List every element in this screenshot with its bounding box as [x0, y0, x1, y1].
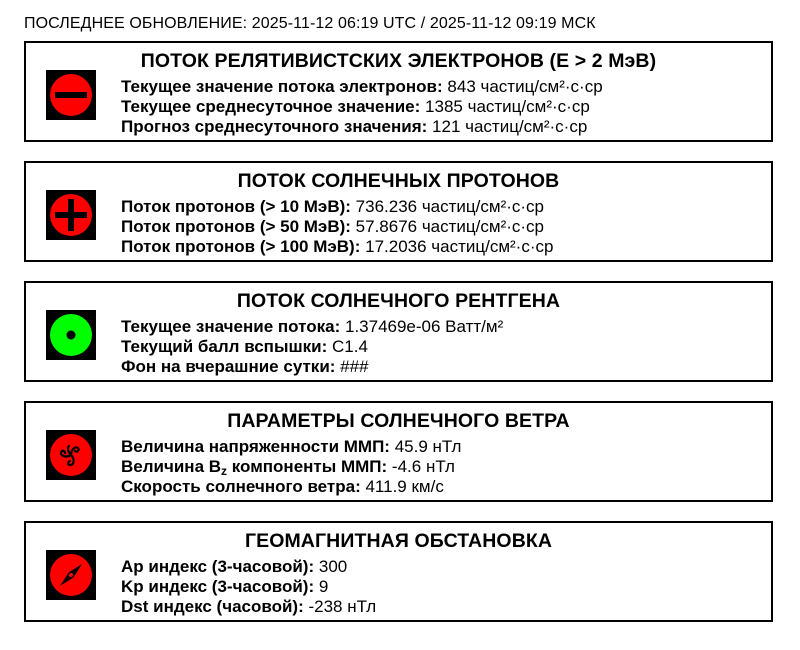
row-value: C1.4	[332, 337, 368, 356]
info-row	[121, 197, 553, 217]
row-label: Скорость солнечного ветра:	[121, 477, 361, 496]
info-row	[121, 337, 503, 357]
info-row	[121, 217, 553, 237]
row-value: 17.2036 частиц/см²·с·ср	[365, 237, 554, 256]
row-value: 411.9 км/с	[365, 477, 444, 496]
row-value: 1.37469e-06 Ватт/м²	[344, 317, 504, 336]
row-value: 9	[318, 577, 329, 596]
panel-title: ПОТОК РЕЛЯТИВИСТСКИХ ЭЛЕКТРОНОВ (E > 2 МэВ)	[140, 50, 657, 72]
row-value: 121 частиц/см²·с·ср	[432, 117, 588, 136]
panel-title: ПАРАМЕТРЫ СОЛНЕЧНОГО ВЕТРА	[227, 410, 570, 432]
info-row	[121, 117, 603, 137]
solar-wind-panel	[24, 401, 773, 502]
row-value: 843 частиц/см²·с·ср	[447, 77, 603, 96]
info-row	[121, 237, 553, 257]
row-label: Текущее значение потока электронов:	[121, 77, 443, 96]
info-row	[121, 317, 503, 337]
row-label: Поток протонов (> 100 МэВ):	[121, 237, 361, 256]
row-value: 45.9 нТл	[394, 437, 462, 456]
geomagnetic-panel	[24, 521, 773, 622]
info-row	[121, 357, 503, 377]
row-label: Величина напряженности ММП:	[121, 437, 390, 456]
info-row	[121, 577, 376, 597]
row-value: ###	[340, 357, 369, 376]
row-label: Поток протонов (> 50 МэВ):	[121, 217, 351, 236]
row-label: Фон на вчерашние сутки:	[121, 357, 336, 376]
electron-flux-panel	[24, 41, 773, 142]
last-update-text: ПОСЛЕДНЕЕ ОБНОВЛЕНИЕ: 2025-11-12 06:19 UTC / 2025-11-12 09:19 МСК	[24, 15, 596, 32]
info-row	[121, 477, 461, 497]
proton-flux-panel	[24, 161, 773, 262]
row-label: Поток протонов (> 10 МэВ):	[121, 197, 351, 216]
info-row	[121, 77, 603, 97]
row-value: -4.6 нТл	[391, 457, 455, 476]
row-value: -238 нТл	[308, 597, 377, 616]
compass-icon	[46, 550, 96, 600]
panel-title: ГЕОМАГНИТНАЯ ОБСТАНОВКА	[244, 530, 553, 552]
info-row	[121, 557, 376, 577]
row-label: Dst индекс (часовой):	[121, 597, 304, 616]
row-label: Текущее среднесуточное значение:	[121, 97, 421, 116]
dot-circle-icon	[46, 310, 96, 360]
info-row	[121, 457, 461, 477]
info-row	[121, 97, 603, 117]
info-row	[121, 597, 376, 617]
row-value: 57.8676 частиц/см²·с·ср	[355, 217, 545, 236]
row-value: 300	[318, 557, 348, 576]
xray-flux-panel	[24, 281, 773, 382]
plus-circle-icon	[46, 190, 96, 240]
info-row	[121, 437, 461, 457]
row-label: Kp индекс (3-часовой):	[121, 577, 315, 596]
row-value: 736.236 частиц/см²·с·ср	[355, 197, 545, 216]
row-label: Величина $B_z$ компоненты ММП:	[121, 457, 388, 478]
row-label: Прогноз среднесуточного значения:	[121, 117, 428, 136]
panel-title: ПОТОК СОЛНЕЧНОГО РЕНТГЕНА	[236, 290, 561, 312]
row-label: Текущий балл вспышки:	[121, 337, 328, 356]
row-label: Текущее значение потока:	[121, 317, 341, 336]
row-label: Ap индекс (3-часовой):	[121, 557, 315, 576]
row-value: 1385 частиц/см²·с·ср	[425, 97, 590, 116]
triskelion-icon	[46, 430, 96, 480]
minus-circle-icon	[46, 70, 96, 120]
panel-title: ПОТОК СОЛНЕЧНЫХ ПРОТОНОВ	[237, 170, 560, 192]
